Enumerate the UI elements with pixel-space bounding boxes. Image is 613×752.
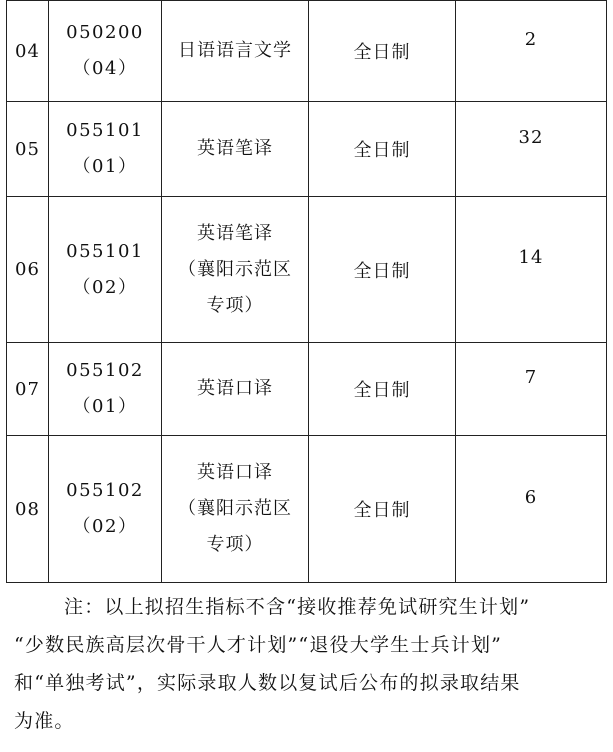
major-name-line2: （襄阳示范区 xyxy=(178,258,292,280)
row-number: 04 xyxy=(7,1,49,102)
enrollment-quota-table xyxy=(6,0,607,583)
study-mode: 全日制 xyxy=(309,1,456,102)
table-row xyxy=(7,197,607,343)
program-code-sub: （01） xyxy=(72,156,138,177)
quota-count-cell xyxy=(456,436,607,583)
study-mode: 全日制 xyxy=(309,197,456,343)
study-mode: 全日制 xyxy=(309,436,456,583)
major-name: 英语笔译 xyxy=(197,138,273,159)
row-number: 07 xyxy=(7,343,49,436)
program-code: 050200 xyxy=(66,22,144,43)
program-code: 055101 xyxy=(66,120,144,141)
quota-count-cell xyxy=(456,197,607,343)
quota-count-cell xyxy=(456,343,607,436)
major-name: 日语语言文学 xyxy=(178,40,292,61)
program-code-sub: （02） xyxy=(72,516,138,537)
program-code: 055101 xyxy=(66,240,144,262)
row-number: 05 xyxy=(7,102,49,197)
program-code: 055102 xyxy=(66,480,144,501)
footnote-line: 和“单独考试”，实际录取人数以复试后公布的拟录取结果 xyxy=(14,672,521,694)
major-name-cell xyxy=(162,343,309,436)
program-code: 055102 xyxy=(66,360,144,381)
study-mode: 全日制 xyxy=(309,102,456,197)
quota-count: 2 xyxy=(524,28,538,50)
major-name-line3: 专项） xyxy=(206,294,264,316)
quota-count-cell xyxy=(456,1,607,102)
major-name-line2: （襄阳示范区 xyxy=(178,498,292,519)
major-name-cell xyxy=(162,1,309,102)
table-row xyxy=(7,102,607,197)
table-row xyxy=(7,436,607,583)
quota-count: 14 xyxy=(518,247,544,268)
major-name-cell xyxy=(162,197,309,343)
footnote xyxy=(14,588,606,740)
quota-count: 7 xyxy=(524,366,538,388)
footnote-line: 为准。 xyxy=(14,710,75,732)
row-number: 08 xyxy=(7,436,49,583)
major-name-cell xyxy=(162,436,309,583)
table-row xyxy=(7,343,607,436)
program-code-cell xyxy=(49,102,162,197)
major-name: 英语笔译 xyxy=(197,222,273,244)
quota-count-cell xyxy=(456,102,607,197)
major-name: 英语口译 xyxy=(197,462,273,483)
major-name-line3: 专项） xyxy=(206,534,264,555)
study-mode: 全日制 xyxy=(309,343,456,436)
footnote-line: “少数民族高层次骨干人才计划”“退役大学生士兵计划” xyxy=(14,634,503,656)
major-name: 英语口译 xyxy=(197,378,273,399)
program-code-sub: （02） xyxy=(72,276,138,298)
row-number: 06 xyxy=(7,197,49,343)
quota-count: 32 xyxy=(518,126,544,148)
quota-count: 6 xyxy=(524,486,538,508)
program-code-cell xyxy=(49,343,162,436)
program-code-cell xyxy=(49,436,162,583)
major-name-cell xyxy=(162,102,309,197)
program-code-cell xyxy=(49,1,162,102)
program-code-sub: （04） xyxy=(72,58,138,79)
table-row xyxy=(7,1,607,102)
program-code-cell xyxy=(49,197,162,343)
footnote-line: 注：以上拟招生指标不含“接收推荐免试研究生计划” xyxy=(64,596,531,618)
program-code-sub: （01） xyxy=(72,396,138,417)
